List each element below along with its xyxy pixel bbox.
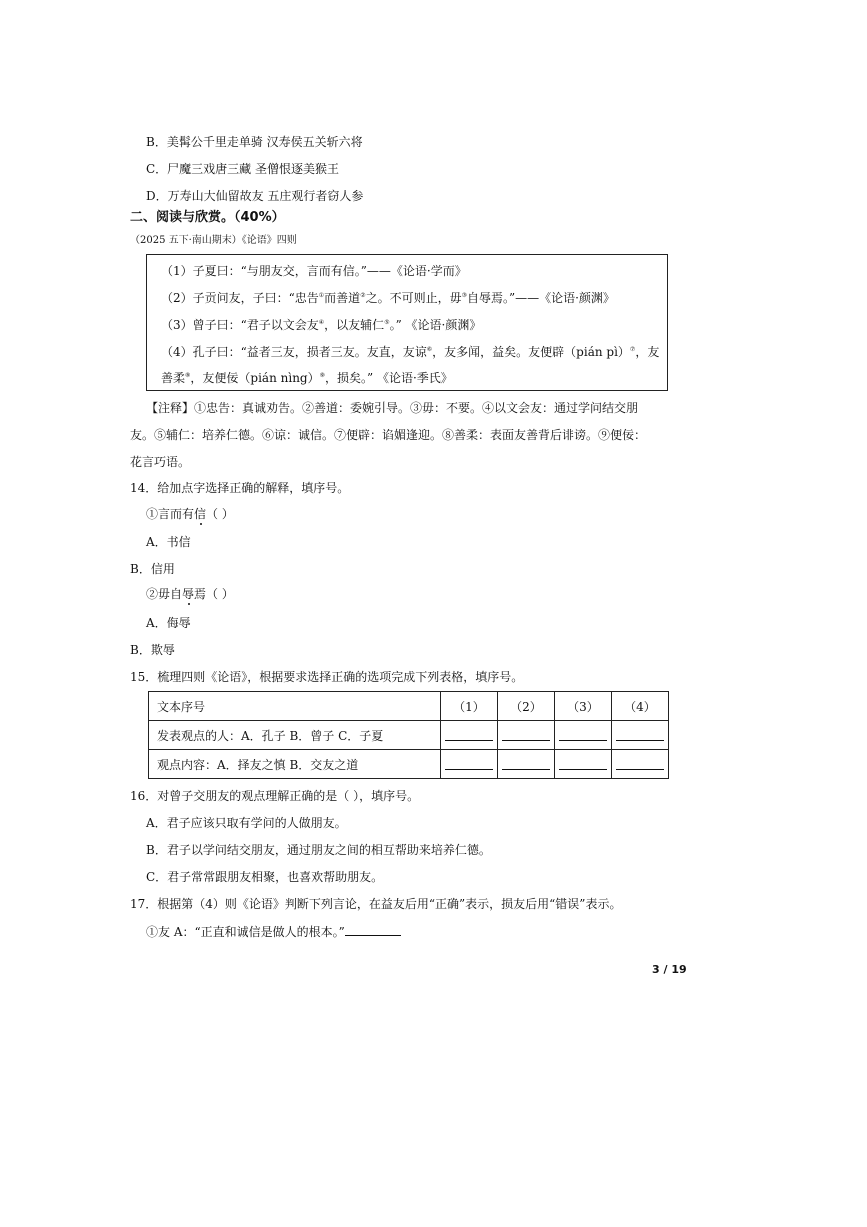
table-row-label: 发表观点的人：A．孔子 B．曾子 C．子夏 (149, 721, 441, 750)
notes-line-2: 友。⑤辅仁：培养仁德。⑥谅：诚信。⑦便辟：谄媚逢迎。⑧善柔：表面友善背后诽谤。⑨便佞： (130, 428, 647, 442)
quote-box (146, 254, 668, 391)
table-header-cell: （1） (441, 692, 498, 721)
quote-3: （3）曾子曰：“君子以文会友④，以友辅仁⑤。” 《论语·颜渊》 (161, 318, 482, 332)
page-number: 3 / 19 (652, 963, 687, 976)
answer-blank[interactable] (612, 750, 669, 779)
quote-4-line-2: 善柔⑧，友便佞（pián nìng）⑨，损矣。” 《论语·季氏》 (161, 371, 453, 385)
q14-sub2: ②毋自辱焉（ ） (146, 587, 234, 601)
q14-stem: 14．给加点字选择正确的解释，填序号。 (130, 481, 350, 495)
answer-line[interactable] (345, 922, 401, 936)
quote-1: （1）子夏曰：“与朋友交，言而有信。”——《论语·学而》 (161, 264, 467, 278)
answer-blank[interactable] (441, 721, 498, 750)
answer-blank[interactable] (555, 721, 612, 750)
q14-sub2-option-a: A．侮辱 (146, 616, 191, 630)
answer-blank[interactable] (612, 721, 669, 750)
q15-table (148, 691, 669, 779)
q16-stem: 16．对曾子交朋友的观点理解正确的是（ ），填序号。 (130, 789, 420, 803)
option-c: C．尸魔三戏唐三藏 圣僧恨逐美猴王 (146, 162, 339, 176)
option-d: D．万寿山大仙留故友 五庄观行者窃人参 (146, 189, 364, 203)
quote-2: （2）子贡问友，子曰：“忠告①而善道②之。不可则止，毋③自辱焉。”——《论语·颜渊》 (161, 291, 615, 305)
dotted-char: 辱 (182, 587, 195, 601)
table-row-label: 观点内容：A．择友之慎 B．交友之道 (149, 750, 441, 779)
table-header-cell: （4） (612, 692, 669, 721)
table-header-cell: 文本序号 (149, 692, 441, 721)
table-header-cell: （2） (498, 692, 555, 721)
source-line: （2025 五下·南山期末）《论语》四则 (130, 235, 297, 246)
q16-option-b: B．君子以学问结交朋友，通过朋友之间的相互帮助来培养仁德。 (146, 843, 491, 857)
table-row (149, 692, 669, 721)
q14-sub1-option-b: B．信用 (130, 562, 175, 576)
section-title: 二、阅读与欣赏。（40%） (130, 210, 285, 225)
table-header-cell: （3） (555, 692, 612, 721)
answer-blank[interactable] (555, 750, 612, 779)
quote-4: （4）孔子曰：“益者三友，损者三友。友直，友谅⑥，友多闻，益矣。友便辟（pián pì）⑦，友 (161, 345, 660, 359)
answer-blank[interactable] (441, 750, 498, 779)
answer-blank[interactable] (498, 750, 555, 779)
table-row (149, 721, 669, 750)
option-b: B．美髯公千里走单骑 汉寿侯五关斩六将 (146, 135, 363, 149)
q17-stem: 17．根据第（4）则《论语》判断下列言论，在益友后用“正确”表示，损友后用“错误”表示。 (130, 897, 622, 911)
q15-stem: 15．梳理四则《论语》，根据要求选择正确的选项完成下列表格，填序号。 (130, 670, 524, 684)
q16-option-a: A．君子应该只取有学问的人做朋友。 (146, 816, 347, 830)
dotted-char: 信 (194, 507, 207, 521)
answer-blank[interactable] (498, 721, 555, 750)
q14-sub1-option-a: A．书信 (146, 535, 191, 549)
table-row (149, 750, 669, 779)
notes-line-1: 【注释】①忠告：真诚劝告。②善道：委婉引导。③毋：不要。④以文会友：通过学问结交朋 (146, 401, 639, 415)
q16-option-c: C．君子常常跟朋友相聚，也喜欢帮助朋友。 (146, 870, 384, 884)
notes-line-3: 花言巧语。 (130, 455, 191, 469)
q14-sub2-option-b: B．欺辱 (130, 643, 175, 657)
q17-sub1: ①友 A：“正直和诚信是做人的根本。” (146, 922, 401, 940)
q14-sub1: ①言而有信（ ） (146, 507, 234, 521)
